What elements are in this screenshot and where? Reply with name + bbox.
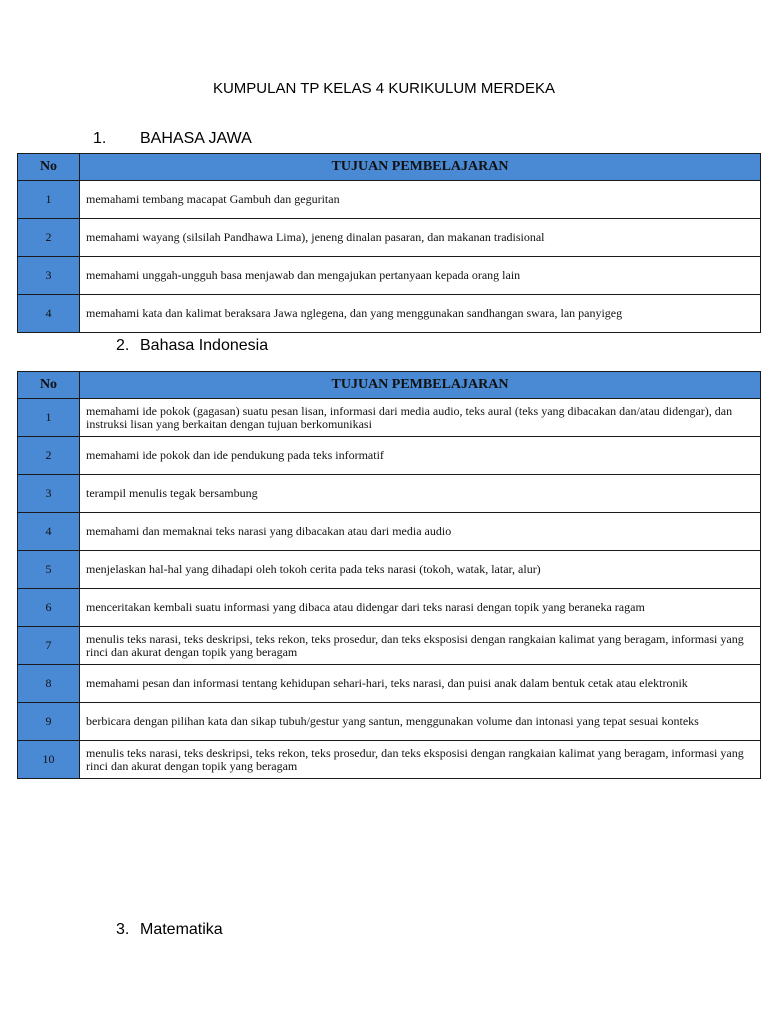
- section-name: Bahasa Indonesia: [140, 337, 269, 354]
- row-text: menjelaskan hal-hal yang dihadapi oleh tokoh cerita pada teks narasi (tokoh, watak, latar, alur): [80, 551, 761, 589]
- table-bahasa-indonesia: [17, 371, 761, 779]
- table-row: [18, 257, 761, 295]
- table-row: [18, 627, 761, 665]
- table-row: [18, 437, 761, 475]
- row-number: 10: [18, 741, 80, 779]
- row-number: 2: [18, 437, 80, 475]
- table-row: [18, 181, 761, 219]
- section-name: Matematika: [140, 921, 223, 938]
- row-number: 3: [18, 475, 80, 513]
- row-number: 1: [18, 181, 80, 219]
- section-heading-bahasa-jawa: [93, 130, 252, 148]
- row-number: 5: [18, 551, 80, 589]
- row-number: 4: [18, 295, 80, 333]
- table-row: [18, 399, 761, 437]
- header-tujuan-pembelajaran: TUJUAN PEMBELAJARAN: [80, 372, 761, 399]
- table-bahasa-jawa: [17, 153, 761, 333]
- row-text: memahami pesan dan informasi tentang kehidupan sehari-hari, teks narasi, dan puisi anak dalam bentuk cetak atau elektronik: [80, 665, 761, 703]
- header-no: No: [18, 372, 80, 399]
- row-number: 3: [18, 257, 80, 295]
- section-number: 1.: [93, 130, 107, 147]
- table-row: [18, 551, 761, 589]
- table-row: [18, 513, 761, 551]
- table-row: [18, 703, 761, 741]
- row-number: 7: [18, 627, 80, 665]
- row-text: memahami dan memaknai teks narasi yang dibacakan atau dari media audio: [80, 513, 761, 551]
- row-text: memahami ide pokok dan ide pendukung pada teks informatif: [80, 437, 761, 475]
- table-row: [18, 589, 761, 627]
- row-number: 9: [18, 703, 80, 741]
- table-row: [18, 475, 761, 513]
- header-tujuan-pembelajaran: TUJUAN PEMBELAJARAN: [80, 154, 761, 181]
- row-text: memahami wayang (silsilah Pandhawa Lima), jeneng dinalan pasaran, dan makanan tradisional: [80, 219, 761, 257]
- row-number: 2: [18, 219, 80, 257]
- section-name: BAHASA JAWA: [140, 130, 252, 147]
- row-text: menulis teks narasi, teks deskripsi, teks rekon, teks prosedur, dan teks eksposisi dengan rangkaian kalimat yang beragam, informasi yang rinci dan akurat dengan topik yang beragam: [80, 627, 761, 665]
- row-text: menulis teks narasi, teks deskripsi, teks rekon, teks prosedur, dan teks eksposisi dengan rangkaian kalimat yang beragam, informasi yang rinci dan akurat dengan topik yang beragam: [80, 741, 761, 779]
- header-no: No: [18, 154, 80, 181]
- row-number: 8: [18, 665, 80, 703]
- row-text: memahami kata dan kalimat beraksara Jawa nglegena, dan yang menggunakan sandhangan swara, lan panyigeg: [80, 295, 761, 333]
- row-number: 6: [18, 589, 80, 627]
- table-header-row: [18, 372, 761, 399]
- section-number: 3.: [116, 921, 130, 938]
- row-text: menceritakan kembali suatu informasi yang dibaca atau didengar dari teks narasi dengan topik yang beraneka ragam: [80, 589, 761, 627]
- row-number: 4: [18, 513, 80, 551]
- row-text: berbicara dengan pilihan kata dan sikap tubuh/gestur yang santun, menggunakan volume dan intonasi yang tepat sesuai konteks: [80, 703, 761, 741]
- table-row: [18, 741, 761, 779]
- row-text: memahami tembang macapat Gambuh dan geguritan: [80, 181, 761, 219]
- row-number: 1: [18, 399, 80, 437]
- table-row: [18, 665, 761, 703]
- table-row: [18, 295, 761, 333]
- table-header-row: [18, 154, 761, 181]
- row-text: memahami unggah-ungguh basa menjawab dan mengajukan pertanyaan kepada orang lain: [80, 257, 761, 295]
- document-title: KUMPULAN TP KELAS 4 KURIKULUM MERDEKA: [212, 80, 556, 97]
- row-text: memahami ide pokok (gagasan) suatu pesan lisan, informasi dari media audio, teks aural (teks yang dibacakan dan/atau didengar), dan instruksi lisan yang berkaitan dengan tujuan berkomunikasi: [80, 399, 761, 437]
- row-text: terampil menulis tegak bersambung: [80, 475, 761, 513]
- table-row: [18, 219, 761, 257]
- section-heading-bahasa-indonesia: [116, 337, 268, 355]
- section-heading-matematika: [116, 921, 223, 939]
- section-number: 2.: [116, 337, 130, 354]
